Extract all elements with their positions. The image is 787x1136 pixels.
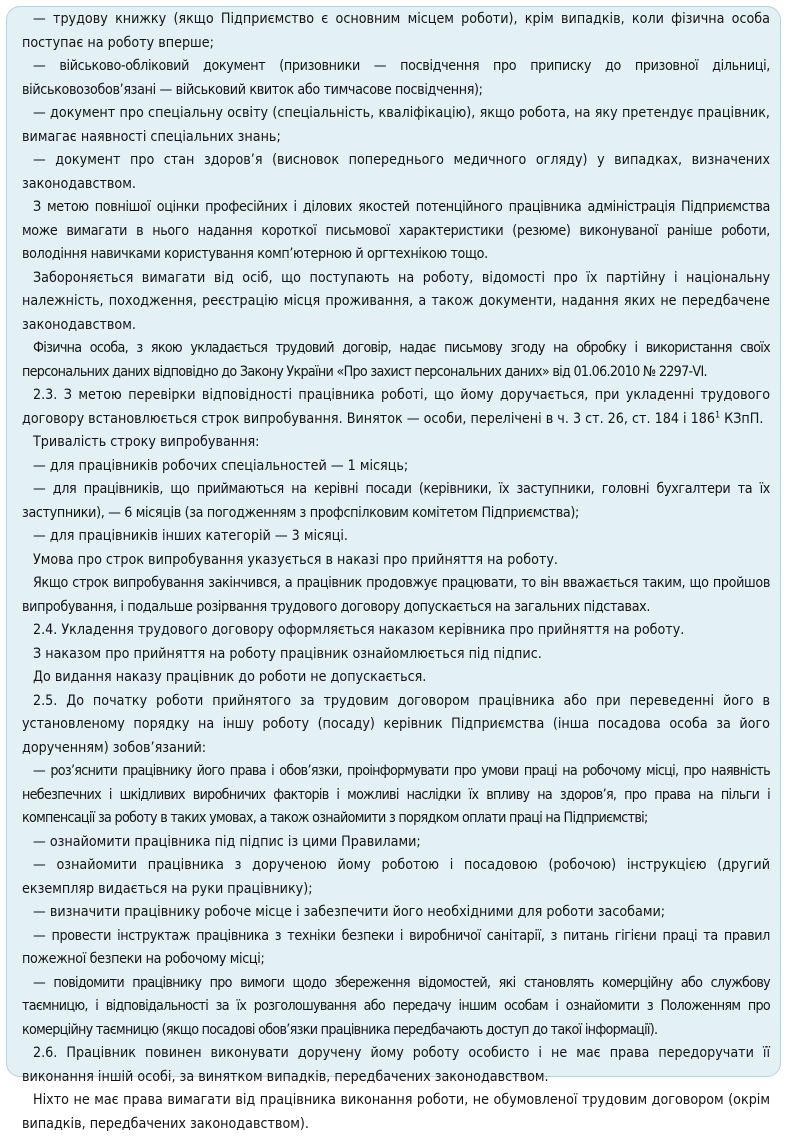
paragraph-probation-passed: Якщо строк випробування закінчився, а працівник продовжує працювати, то він вважається таким, що пройшов випробування, і подальше розірвання трудового договору допускається на загальних підставах. (22, 575, 770, 615)
paragraph-education-document: — документ про спеціальну освіту (спеціальність, кваліфікацію), якщо робота, на яку претендує працівник, вимагає наявності спеціальних знань; (22, 105, 770, 145)
paragraph-military-document: — військово-обліковий документ (призовники — посвідчення про приписку до призовної дільниці, військовозобов’язані — військовий квиток або тимчасове посвідчення); (22, 58, 770, 98)
paragraph-work-record-book: — трудову книжку (якщо Підприємство є основним місцем роботи), крім випадків, коли фізична особа поступає на роботу вперше; (22, 11, 770, 51)
paragraph-workplace: — визначити працівнику робоче місце і забезпечити його необхідними для роботи засобами; (33, 904, 666, 920)
probation-text-tail: КЗпП. (720, 410, 764, 427)
paragraph-2-3-probation (22, 384, 770, 431)
document-body (22, 8, 770, 1136)
probation-text: 2.3. З метою перевірки відповідності працівника роботі, що йому доручається, при укладенні трудового договору встановлюється строк випробування. Виняток — особи, перелічені в ч. 3 ст. 26, ст. 184 і 186 (22, 387, 770, 427)
paragraph-no-admission: До видання наказу працівник до роботи не допускається. (33, 669, 427, 685)
paragraph-probation-other: — для працівників інших категорій — 3 місяці. (33, 528, 348, 544)
paragraph-prohibited-requests: Забороняється вимагати від осіб, що поступають на роботу, відомості про їх партійну і національну належність, походження, реєстрацію місця проживання, а також документи, надання яких не передбачене законодавством. (22, 269, 770, 333)
paragraph-2-6-personal-work: 2.6. Працівник повинен виконувати доручену йому роботу особисто і не має права передоручати її виконання іншій особі, за винятком випадків, передбачених законодавством. (22, 1045, 770, 1085)
paragraph-safety-briefing: — провести інструктаж працівника з техніки безпеки і виробничої санітарії, з питань гігієни праці та правил пожежної безпеки на робочому місці; (22, 927, 770, 967)
paragraph-job-instruction: — ознайомити працівника з дорученою йому роботою і посадовою (робочою) інструкцією (другий екземпляр видається на руки працівнику); (22, 857, 770, 897)
paragraph-acquaint-rules: — ознайомити працівника під підпис із цими Правилами; (33, 833, 421, 850)
paragraph-2-5-duties: 2.5. До початку роботи прийнятого за трудовим договором працівника або при переведенні його в установленому порядку на іншу роботу (посаду) керівник Підприємства (інша посадова особа за його дорученням) зобов’язаний: (22, 692, 770, 756)
paragraph-trade-secret: — повідомити працівнику про вимоги щодо збереження відомостей, які становлять комерційну або службову таємницю, і відповідальності за їх розголошування або передачу іншим особам і ознайомити з Положенням про комерційну таємницю (якщо посадові обов’язки працівника передбачають доступ до такої інформації). (22, 974, 770, 1038)
paragraph-resume: З метою повнішої оцінки професійних і ділових якостей потенційного працівника адміністрація Підприємства може вимагати в нього надання короткої письмової характеристики (резюме) виконуваної раніше роботи, володіння навичками користування комп’ютерною й оргтехнікою тощо. (22, 199, 770, 262)
paragraph-no-extra-work: Ніхто не має права вимагати від працівника виконання роботи, не обумовленої трудовим договором (окрім випадків, передбачених законодавством). (22, 1092, 770, 1132)
paragraph-2-4-order: 2.4. Укладення трудового договору оформляється наказом керівника про прийняття на роботу. (33, 622, 685, 638)
footnote-mark: 1 (714, 409, 721, 420)
paragraph-probation-duration: Тривалість строку випробування: (33, 434, 260, 450)
paragraph-probation-managers: — для працівників, що приймаються на керівні посади (керівники, їх заступники, головні бухгалтери та їх заступники), — 6 місяців (за погодженням з профспілковим комітетом Підприємства); (22, 481, 770, 521)
paragraph-probation-order: Умова про строк випробування указується в наказі про прийняття на роботу. (33, 551, 558, 568)
paragraph-explain-rights: — роз’яснити працівнику його права і обов’язки, проінформувати про умови праці на робочому місці, про наявність небезпечних і шкідливих виробничих факторів і можливі наслідки їх впливу на здоров’я, про права на пільги і компенсації за роботу в таких умовах, а також ознайомити з порядком оплати праці на Підприємстві; (22, 763, 770, 826)
paragraph-probation-workers: — для працівників робочих спеціальностей — 1 місяць; (33, 457, 409, 474)
paragraph-health-document: — документ про стан здоров’я (висновок попереднього медичного огляду) у випадках, визначених законодавством. (22, 152, 770, 192)
paragraph-personal-data-consent: Фізична особа, з якою укладається трудовий договір, надає письмову згоду на обробку і використання своїх персональних даних відповідно до Закону України «Про захист персональних даних» від 01.06.2010 № 2297-VI. (22, 340, 770, 380)
paragraph-order-acquaintance: З наказом про прийняття на роботу працівник ознайомлюється під підпис. (33, 645, 542, 662)
